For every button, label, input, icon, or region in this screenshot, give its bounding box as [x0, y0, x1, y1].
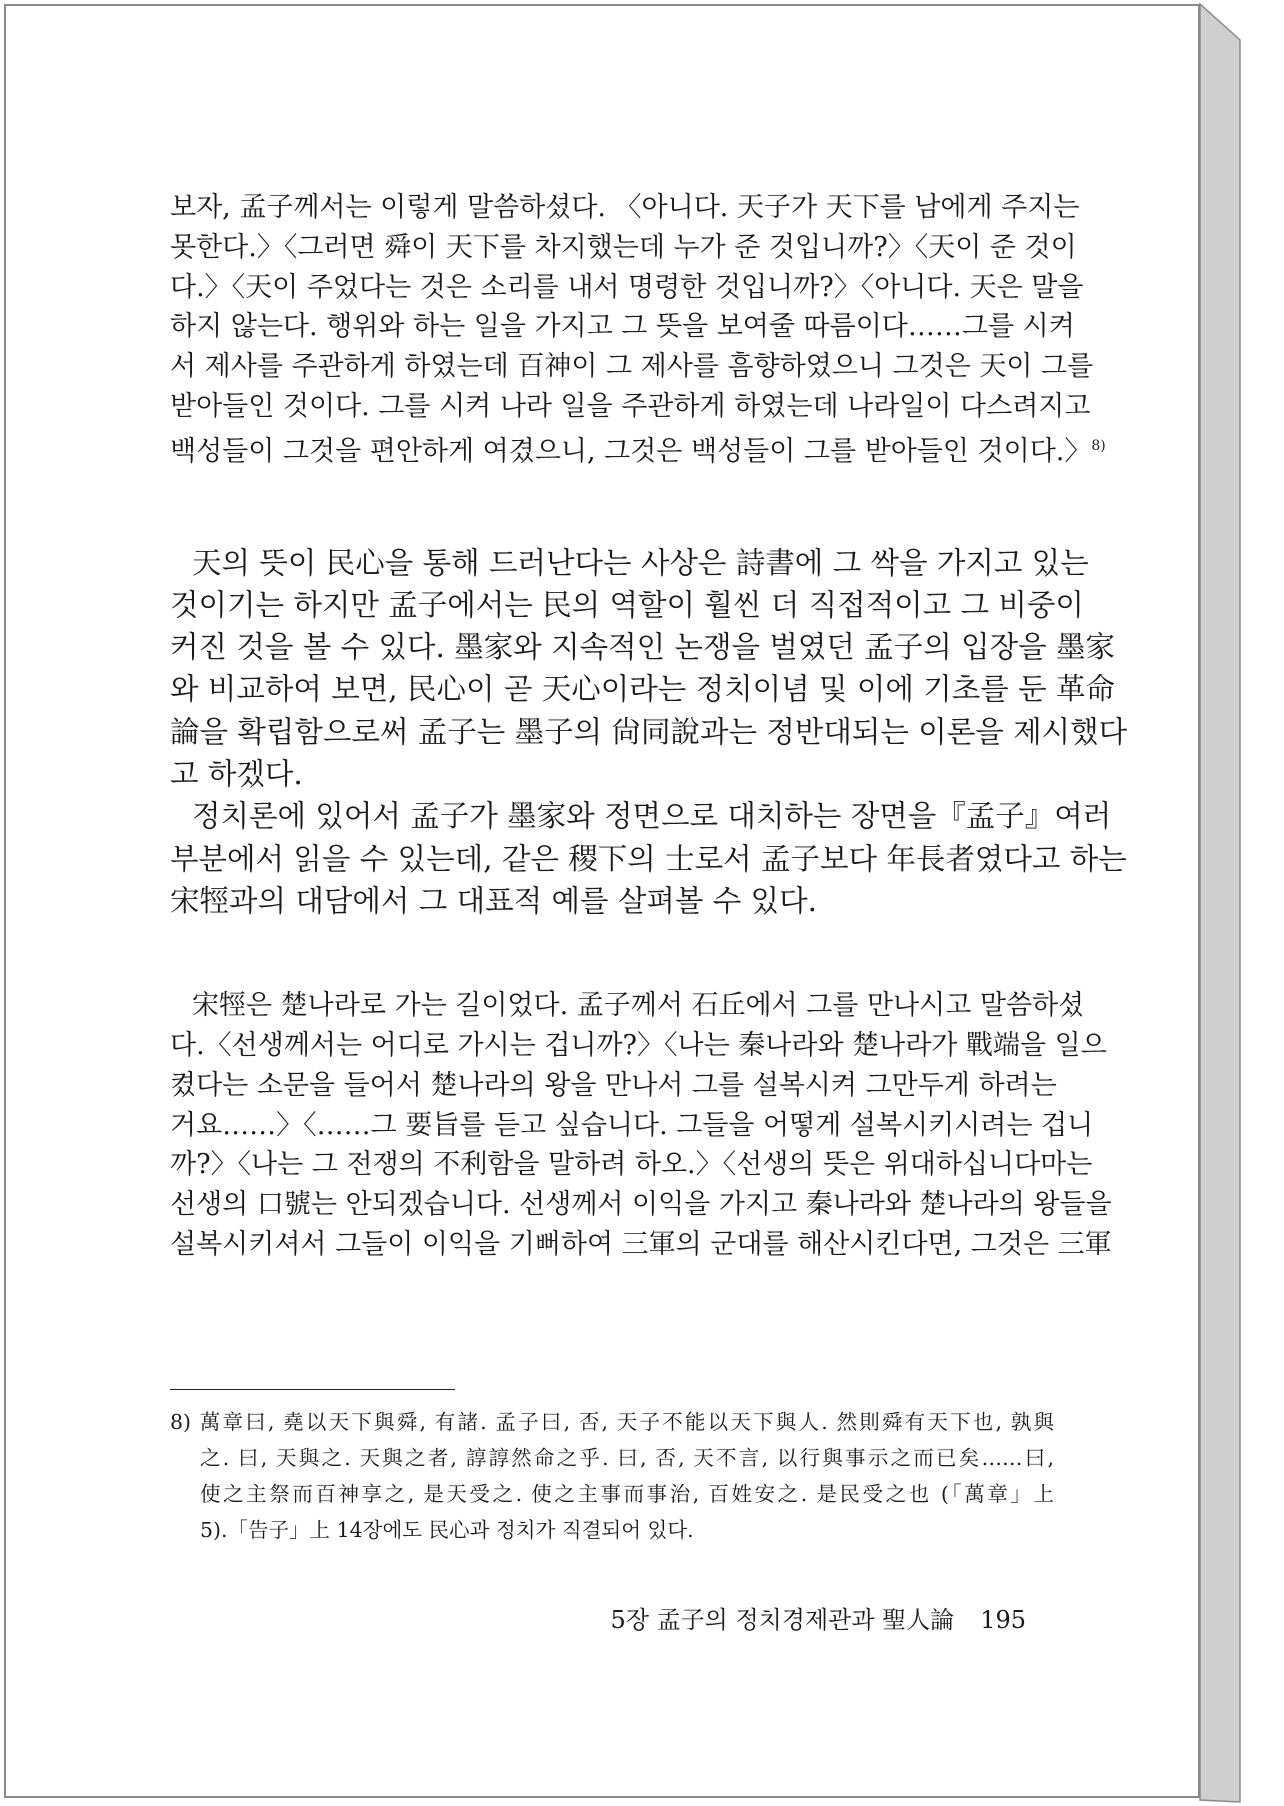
- block-quote-song-keng: [170, 986, 1112, 1265]
- paragraph-line: 부분에서 읽을 수 있는데, 같은 稷下의 士로서 孟子보다 年長者였다고 하는: [170, 841, 1127, 876]
- block-quote-mencius: [170, 188, 1106, 467]
- quote-line: 켰다는 소문을 들어서 楚나라의 왕을 만나서 그를 설복시켜 그만두게 하려는: [170, 1069, 1057, 1101]
- quote-line: 못한다.〉〈그러면 舜이 天下를 차지했는데 누가 준 것입니까?〉〈天이 준 것이: [170, 231, 1077, 263]
- quote-line: 다.〉〈天이 주었다는 것은 소리를 내서 명령한 것입니까?〉〈아니다. 天은 말을: [170, 271, 1084, 303]
- paragraph-line: 天의 뜻이 民心을 통해 드러난다는 사상은 詩書에 그 싹을 가지고 있는: [192, 545, 1089, 580]
- footnote-rule: [170, 1389, 455, 1390]
- quote-line: 서 제사를 주관하게 하였는데 百神이 그 제사를 흠향하였으니 그것은 天이 그를: [170, 351, 1094, 383]
- quote-line: 다.〈선생께서는 어디로 가시는 겁니까?〉〈나는 秦나라와 楚나라가 戰端을 일으: [170, 1030, 1107, 1062]
- running-footer: [586, 1600, 1026, 1635]
- footnote-line: 5).「告子」上 14장에도 民心과 정치가 직결되어 있다.: [200, 1518, 694, 1542]
- footnote-line: 使之主祭而百神享之, 是天受之. 使之主事而事治, 百姓安之. 是民受之也 (「萬章」上: [200, 1482, 1054, 1506]
- footnote-ref[interactable]: 8): [1091, 437, 1106, 454]
- page-number: 195: [980, 1606, 1026, 1634]
- paragraph-line: 와 비교하여 보면, 民心이 곧 天心이라는 정치이념 및 이에 기초를 둔 革命: [170, 672, 1115, 707]
- paragraph-line: 커진 것을 볼 수 있다. 墨家와 지속적인 논쟁을 벌였던 孟子의 입장을 墨家: [170, 630, 1115, 665]
- quote-line: 백성들이 그것을 편안하게 여겼으니, 그것은 백성들이 그를 받아들인 것이다.〉$^{8)}$: [170, 435, 1106, 467]
- quote-line: 하지 않는다. 행위와 하는 일을 가지고 그 뜻을 보여줄 따름이다……그를 시켜: [170, 311, 1075, 343]
- quote-line: 받아들인 것이다. 그를 시켜 나라 일을 주관하게 하였는데 나라일이 다스려지고: [170, 390, 1091, 422]
- paragraph-line: 論을 확립함으로써 孟子는 墨子의 尙同說과는 정반대되는 이론을 제시했다: [170, 714, 1128, 749]
- chapter-title: 5장 孟子의 정치경제관과 聖人論: [610, 1606, 955, 1634]
- footnote-line: 8) 萬章曰, 堯以天下與舜, 有諸. 孟子曰, 否, 天子不能以天下與人. 然則舜有天下也, 孰與: [170, 1410, 1054, 1434]
- quote-line: 까?〉〈나는 그 전쟁의 不利함을 말하려 하오.〉〈선생의 뜻은 위대하십니다마는: [170, 1149, 1093, 1181]
- paragraph-line: 정치론에 있어서 孟子가 墨家와 정면으로 대치하는 장면을『孟子』여러: [192, 799, 1112, 834]
- page-body: [170, 188, 1128, 1265]
- footnote-8: [170, 1404, 1054, 1548]
- paragraph-line: 고 하겠다.: [170, 757, 303, 792]
- quote-line: 宋牼은 楚나라로 가는 길이었다. 孟子께서 石丘에서 그를 만나시고 말씀하셨: [192, 990, 1085, 1022]
- main-paragraphs: [170, 542, 1128, 923]
- quote-line: 보자, 孟子께서는 이렇게 말씀하셨다. 〈아니다. 天子가 天下를 남에게 주지는: [170, 192, 1080, 223]
- paragraph-line: 宋牼과의 대담에서 그 대표적 예를 살펴볼 수 있다.: [170, 883, 817, 918]
- quote-line: 거요……〉〈……그 要旨를 듣고 싶습니다. 그들을 어떻게 설복시키시려는 겁니: [170, 1109, 1094, 1141]
- quote-line: 설복시키셔서 그들이 이익을 기뻐하여 三軍의 군대를 해산시킨다면, 그것은 三軍: [170, 1229, 1112, 1261]
- paragraph-line: 것이기는 하지만 孟子에서는 民의 역할이 훨씬 더 직접적이고 그 비중이: [170, 587, 1084, 622]
- quote-line: 선생의 口號는 안되겠습니다. 선생께서 이익을 가지고 秦나라와 楚나라의 왕들을: [170, 1189, 1112, 1221]
- footnote-line: 之. 曰, 天與之. 天與之者, 諄諄然命之乎. 曰, 否, 天不言, 以行與事示之而已矣……曰,: [200, 1446, 1054, 1470]
